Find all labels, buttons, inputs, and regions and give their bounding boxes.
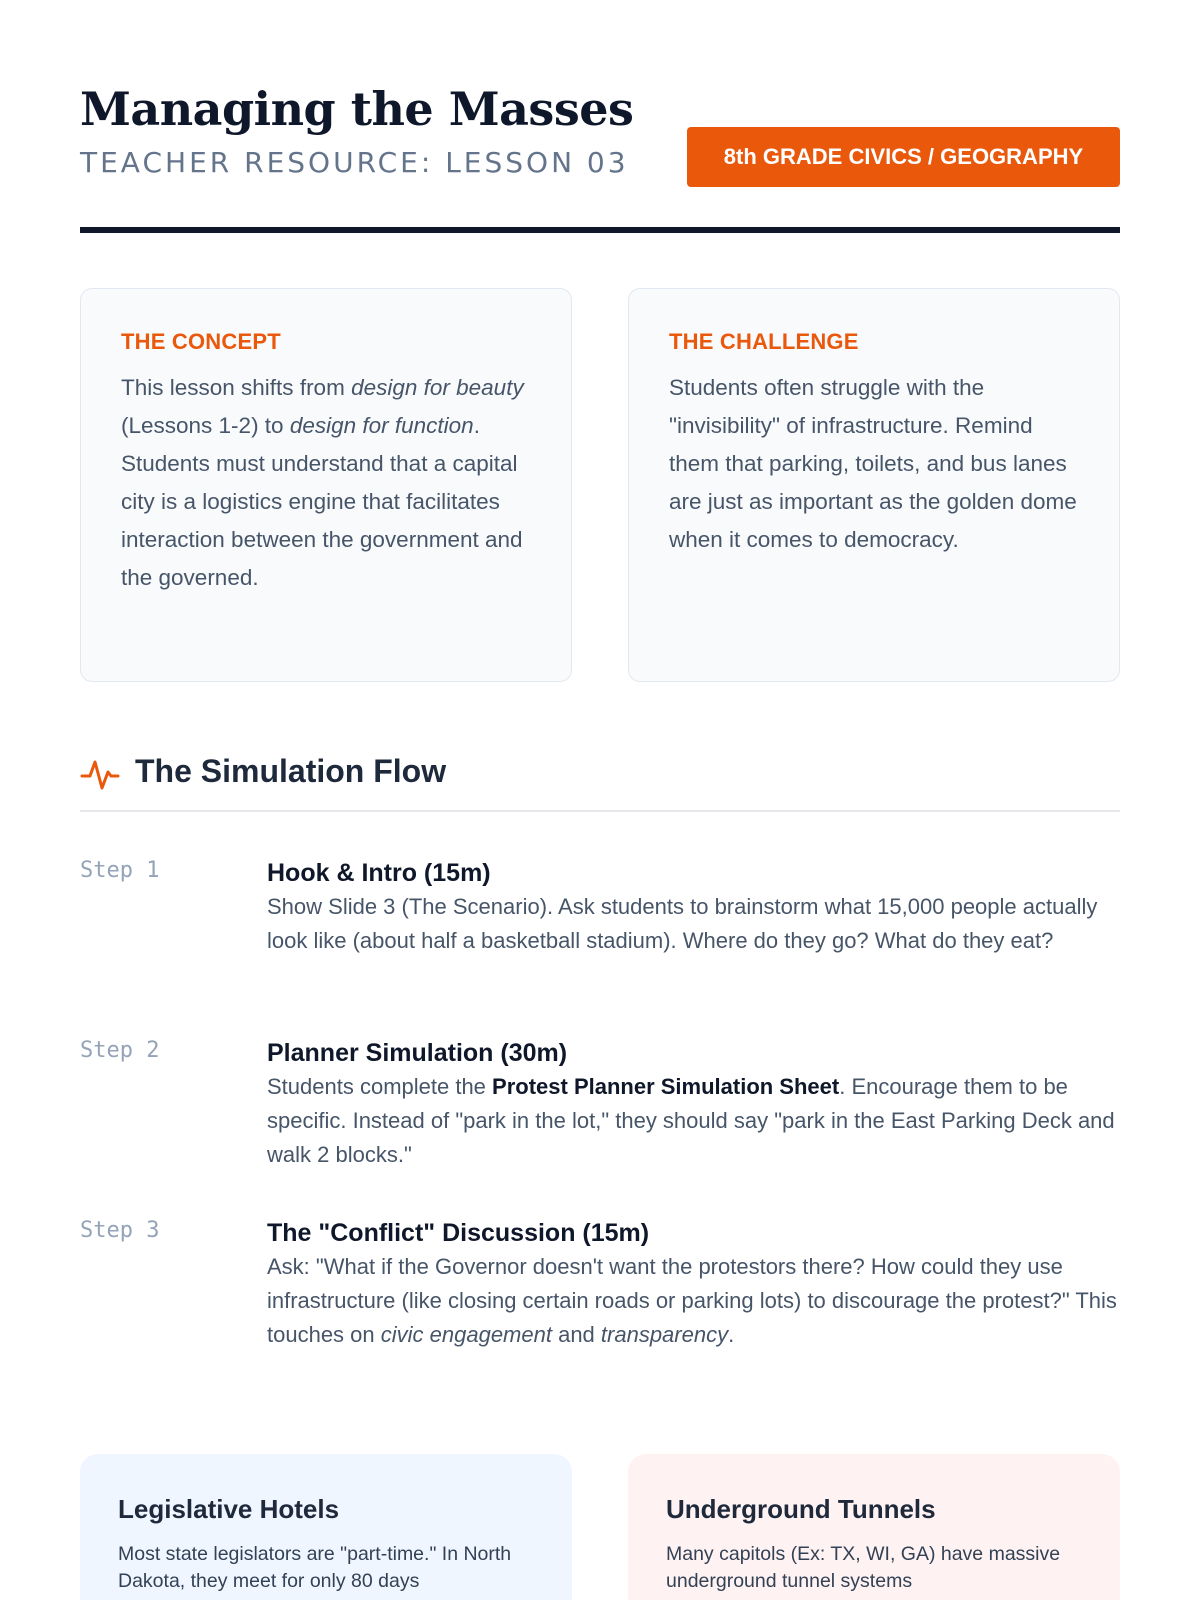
concept-text-part: . Students must understand that a capital city is a logistics engine that facilitates interaction between the government and the governed. <box>121 413 523 590</box>
concept-text-part: (Lessons 1-2) to <box>121 413 290 438</box>
fact-text: Most state legislators are "part-time." In North Dakota, they meet for only 80 days <box>118 1543 512 1592</box>
challenge-card <box>628 288 1120 682</box>
step-number: Step 3 <box>80 1218 160 1243</box>
legislative-hotels-card <box>80 1454 572 1600</box>
emphasis-transparency: transparency <box>600 1322 729 1347</box>
concept-card <box>80 288 572 682</box>
step-text-part: Ask: "What if the Governor doesn't want the protestors there? How could they use infrastructure (like closing certain roads or parking lots) to discourage the protest?" This touches on <box>267 1254 1117 1347</box>
step-body <box>267 1216 1120 1352</box>
challenge-text: Students often struggle with the "invisibility" of infrastructure. Remind them that parking, toilets, and bus lanes are just as important as the golden dome when it comes to democracy. <box>669 375 1077 552</box>
step-description: Show Slide 3 (The Scenario). Ask students to brainstorm what 15,000 people actually look like (about half a basketball stadium). Where do they go? What do they eat? <box>267 894 1098 953</box>
step-title: Planner Simulation (30m) <box>267 1039 568 1067</box>
grade-badge: 8th GRADE CIVICS / GEOGRAPHY <box>687 127 1120 187</box>
concept-emphasis-function: design for function <box>289 413 474 438</box>
step-number: Step 2 <box>80 1038 160 1063</box>
step-text-part: and <box>551 1322 601 1347</box>
pulse-icon <box>80 754 120 794</box>
step-text-part: . <box>728 1322 735 1347</box>
concept-text-part: This lesson shifts from <box>121 375 352 400</box>
step-body <box>267 856 1120 958</box>
fact-title: Underground Tunnels <box>666 1494 936 1524</box>
page-header <box>80 82 1120 232</box>
emphasis-civic-engagement: civic engagement <box>380 1322 552 1347</box>
step-body <box>267 1036 1120 1172</box>
section-title: The Simulation Flow <box>135 753 447 789</box>
step-text-part: Students complete the <box>267 1074 493 1099</box>
fact-title: Legislative Hotels <box>118 1494 340 1524</box>
challenge-label: THE CHALLENGE <box>669 329 859 354</box>
fact-text: Many capitols (Ex: TX, WI, GA) have massive underground tunnel systems <box>666 1543 1061 1592</box>
step-description <box>267 1250 1120 1352</box>
underground-tunnels-card <box>628 1454 1120 1600</box>
lesson-page <box>80 0 1120 1600</box>
step-title: Hook & Intro (15m) <box>267 859 491 887</box>
simulation-flow-heading <box>80 748 1120 812</box>
step-text-part: . Encourage them to be specific. Instead of "park in the lot," they should say "park in the East Parking Deck and walk 2 blocks." <box>267 1074 1115 1167</box>
concept-label: THE CONCEPT <box>121 329 281 354</box>
header-divider <box>80 227 1120 233</box>
concept-text <box>121 369 531 597</box>
step-description <box>267 1070 1120 1172</box>
step-number: Step 1 <box>80 858 160 883</box>
page-title: Managing the Masses <box>80 82 634 136</box>
concept-emphasis-beauty: design for beauty <box>351 375 524 400</box>
step-title: The "Conflict" Discussion (15m) <box>267 1219 650 1247</box>
simulation-sheet-name: Protest Planner Simulation Sheet <box>492 1074 840 1099</box>
page-subtitle: TEACHER RESOURCE: LESSON 03 <box>80 146 629 179</box>
